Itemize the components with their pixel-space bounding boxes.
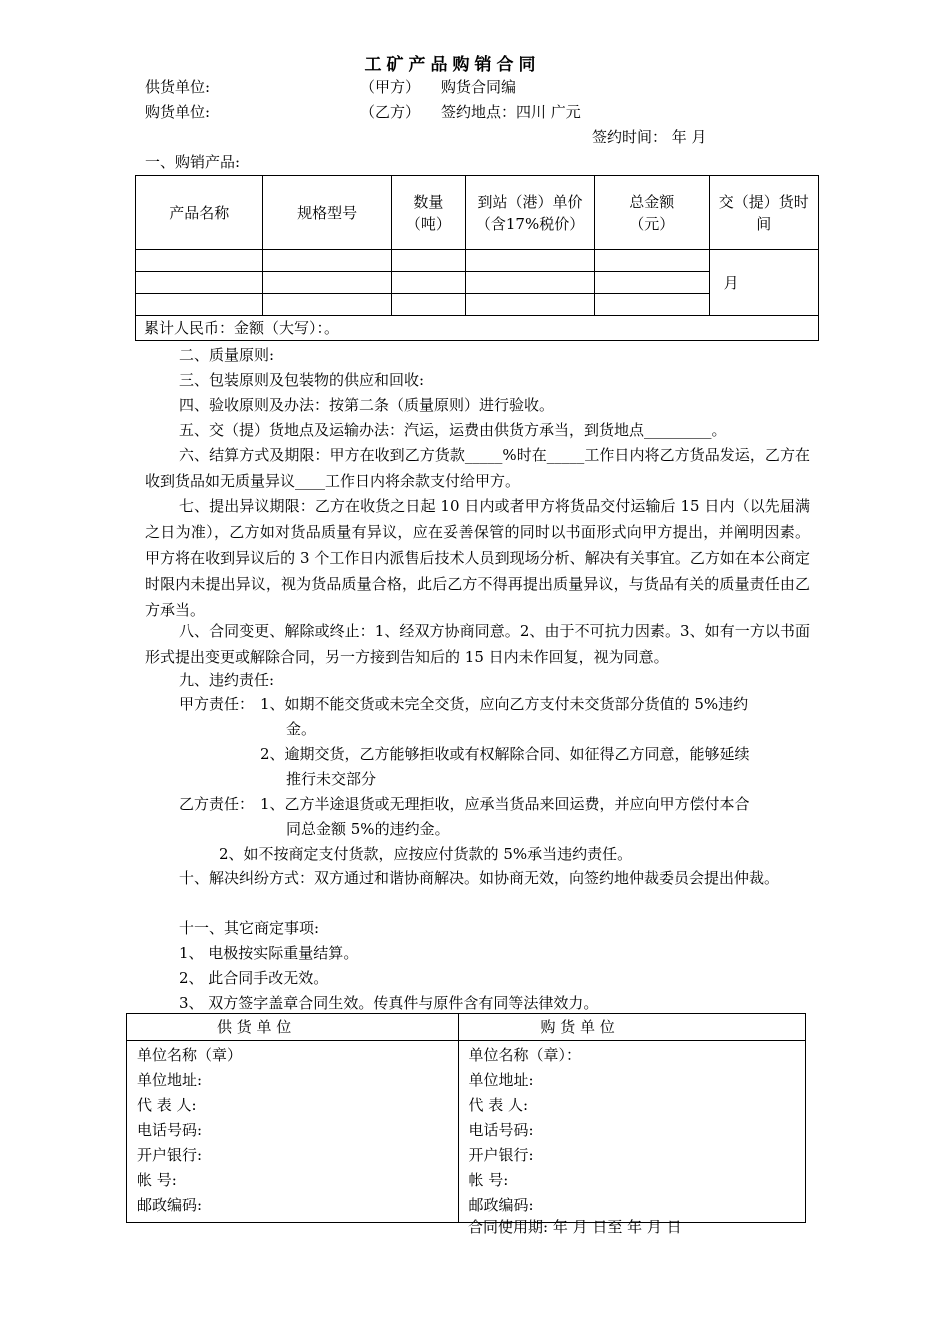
- table-cell: [465, 294, 594, 316]
- party-b-liability-1-cont: 同总金额 5%的违约金。: [286, 820, 450, 838]
- party-a-label: （甲方）: [360, 78, 421, 96]
- sign-place: 签约地点：四川 广元: [441, 103, 581, 121]
- buyer-label: 购货单位:: [145, 103, 211, 121]
- buyer-field-account: 帐 号:: [468, 1171, 509, 1189]
- supplier-field-rep: 代 表 人:: [137, 1096, 197, 1114]
- clause-other: 十一、其它商定事项:: [179, 919, 320, 937]
- party-a-liability-1: 1、如期不能交货或未完全交货，应向乙方支付未交货部分货值的 5%违约: [260, 695, 749, 713]
- table-cell: [465, 250, 594, 272]
- supplier-field-account: 帐 号:: [137, 1171, 177, 1189]
- clause-quality: 二、质量原则:: [179, 346, 275, 364]
- supplier-field-phone: 电话号码:: [137, 1121, 203, 1139]
- header-total-amount: 总金额（元）: [595, 176, 710, 250]
- delivery-month-cell: 月: [709, 250, 818, 316]
- table-total-row: [136, 316, 819, 341]
- table-header-row: [136, 176, 819, 250]
- section-products-heading: 一、购销产品:: [145, 153, 241, 171]
- table-row: [136, 250, 819, 272]
- header-quantity: 数量（吨）: [391, 176, 465, 250]
- contract-validity: 合同使用期: 年 月 日至 年 月 日: [468, 1218, 682, 1236]
- party-a-liability-2: 2、逾期交货，乙方能够拒收或有权解除合同、如征得乙方同意，能够延续: [260, 745, 750, 763]
- supplier-field-bank: 开户银行:: [137, 1146, 203, 1164]
- table-cell: [391, 250, 465, 272]
- page-title: 工矿产品购销合同: [364, 55, 541, 75]
- supplier-field-postcode: 邮政编码:: [137, 1196, 203, 1214]
- supplier-fields: [127, 1041, 459, 1223]
- buyer-field-phone: 电话号码:: [468, 1121, 534, 1139]
- party-b-liability-1: 1、乙方半途退货或无理拒收，应承当货品来回运费，并应向甲方偿付本合: [260, 795, 750, 813]
- table-cell: [391, 272, 465, 294]
- product-table: [135, 175, 819, 341]
- party-a-liability-1-cont: 金。: [286, 720, 317, 738]
- clause-dispute: 十、解决纠纷方式：双方通过和谐协商解决。如协商无效，向签约地仲裁委员会提出仲裁。: [179, 869, 780, 887]
- table-cell: [595, 250, 710, 272]
- party-b-liability-2: 2、如不按商定支付货款，应按应付货款的 5%承当违约责任。: [219, 845, 633, 863]
- header-delivery-time: 交（提）货时间: [709, 176, 818, 250]
- total-amount-cell: 累计人民币：金额（大写）：。: [136, 316, 819, 341]
- table-cell: [263, 272, 391, 294]
- other-item-1: 1、 电极按实际重量结算。: [179, 944, 359, 962]
- party-b-label: （乙方）: [360, 103, 421, 121]
- table-cell: [263, 250, 391, 272]
- supplier-label: 供货单位:: [145, 78, 211, 96]
- clause-acceptance: 四、验收原则及办法：按第二条（质量原则）进行验收。: [179, 396, 555, 414]
- supplier-field-name: 单位名称（章）: [137, 1046, 243, 1064]
- party-a-liability-2-cont: 推行未交部分: [286, 770, 377, 788]
- header-product-name: 产品名称: [136, 176, 263, 250]
- other-item-2: 2、 此合同手改无效。: [179, 969, 329, 987]
- buyer-field-name: 单位名称（章）：: [468, 1046, 582, 1064]
- table-cell: [136, 294, 263, 316]
- contract-number-label: 购货合同编: [441, 78, 517, 96]
- table-cell: [391, 294, 465, 316]
- clause-packaging: 三、包装原则及包装物的供应和回收:: [179, 371, 425, 389]
- party-b-liability-label: 乙方责任：: [179, 795, 255, 813]
- table-cell: [595, 294, 710, 316]
- signature-header-row: [127, 1014, 806, 1041]
- buyer-field-address: 单位地址:: [468, 1071, 534, 1089]
- clause-liability: 九、违约责任:: [179, 671, 275, 689]
- buyer-header: 购 货 单 位: [458, 1014, 806, 1041]
- clause-settlement: 六、结算方式及期限：甲方在收到乙方货款_____%时在_____工作日内将乙方货品发运，乙方在收到货品如无质量异议____工作日内将余款支付给甲方。: [145, 446, 810, 490]
- buyer-field-bank: 开户银行:: [468, 1146, 534, 1164]
- buyer-field-rep: 代 表 人:: [468, 1096, 529, 1114]
- sign-time: 签约时间： 年 月: [592, 128, 707, 146]
- clause-objection: 七、提出异议期限：乙方在收货之日起 10 日内或者甲方将货品交付运输后 15 日内（以先届满之日为准），乙方如对货品质量有异议，应在妥善保管的同时以书面形式向甲方提出，并阐明因素。甲方将在收到异议后的 3 个工作日内派售后技术人员到现场分析、解决有关事宜。乙方如在本公商定时限内未提出异议，视为货品质量合格，此后乙方不得再提出质量异议，与货品有关的质量责任由乙方承当。: [145, 497, 810, 619]
- signature-table: [126, 1013, 806, 1223]
- header-spec-model: 规格型号: [263, 176, 391, 250]
- supplier-line: [145, 76, 210, 98]
- table-cell: [263, 294, 391, 316]
- supplier-field-address: 单位地址:: [137, 1071, 203, 1089]
- other-item-3: 3、 双方签字盖章合同生效。传真件与原件含有同等法律效力。: [179, 994, 599, 1012]
- table-cell: [465, 272, 594, 294]
- buyer-field-postcode: 邮政编码:: [468, 1196, 534, 1214]
- buyer-fields: [458, 1041, 806, 1223]
- supplier-header: 供 货 单 位: [127, 1014, 459, 1041]
- party-a-liability-label: 甲方责任：: [179, 695, 255, 713]
- signature-fields-row: [127, 1041, 806, 1223]
- header-unit-price: 到站（港）单价（含17%税价）: [465, 176, 594, 250]
- clause-change: 八、合同变更、解除或终止：1、经双方协商同意。2、由于不可抗力因素。3、如有一方以书面形式提出变更或解除合同，另一方接到告知后的 15 日内未作回复，视为同意。: [145, 622, 810, 666]
- table-cell: [595, 272, 710, 294]
- table-cell: [136, 272, 263, 294]
- clause-delivery: 五、交（提）货地点及运输办法：汽运，运费由供货方承当，到货地点_________。: [179, 421, 727, 439]
- table-cell: [136, 250, 263, 272]
